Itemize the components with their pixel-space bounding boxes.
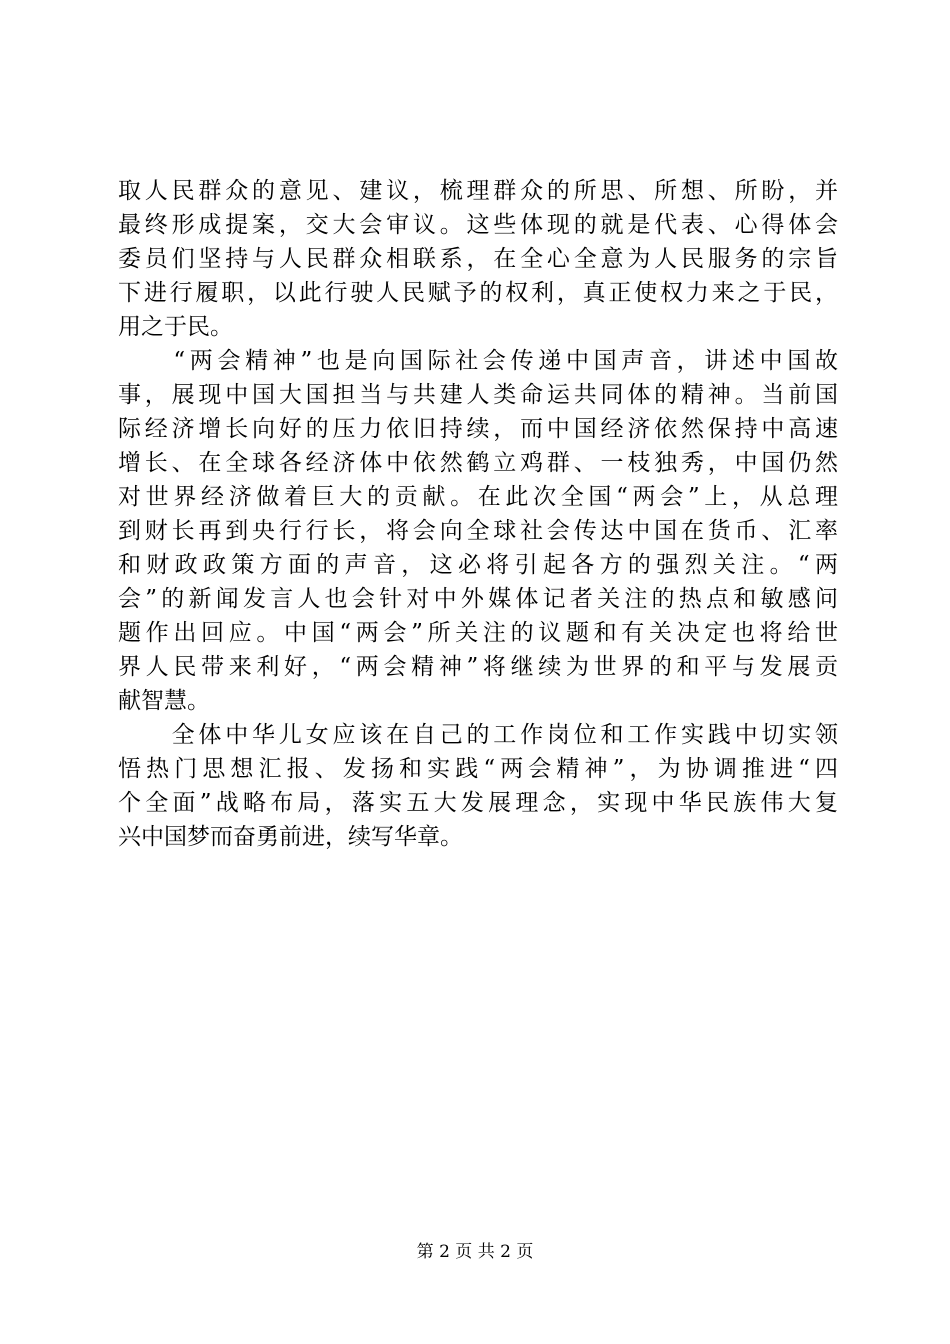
- text-line: 献智慧。: [118, 688, 210, 714]
- text-line: “两会精神”也是向国际社会传递中国声音，讲述中国故: [118, 348, 838, 374]
- text-line: 题作出回应。中国“两会”所关注的议题和有关决定也将给世: [118, 620, 838, 646]
- text-line: 全体中华儿女应该在自己的工作岗位和工作实践中切实领: [118, 722, 838, 748]
- text-line: 际经济增长向好的压力依旧持续，而中国经济依然保持中高速: [118, 416, 838, 442]
- text-line: 兴中国梦而奋勇前进，续写华章。: [118, 824, 463, 850]
- text-line: 事，展现中国大国担当与共建人类命运共同体的精神。当前国: [118, 382, 838, 408]
- text-line: 到财长再到央行行长，将会向全球社会传达中国在货币、汇率: [118, 518, 838, 544]
- text-line: 下进行履职，以此行驶人民赋予的权利，真正使权力来之于民，: [118, 280, 838, 306]
- text-line: 个全面”战略布局，落实五大发展理念，实现中华民族伟大复: [118, 790, 838, 816]
- text-line: 委员们坚持与人民群众相联系，在全心全意为人民服务的宗旨: [118, 246, 838, 272]
- text-line: 和财政政策方面的声音，这必将引起各方的强烈关注。“两: [118, 552, 838, 578]
- page-number-label: 第 2 页 共 2 页: [416, 1242, 534, 1262]
- text-line: 会”的新闻发言人也会针对中外媒体记者关注的热点和敏感问: [118, 586, 838, 612]
- text-line: 用之于民。: [118, 314, 233, 340]
- text-line: 最终形成提案，交大会审议。这些体现的就是代表、心得体会: [118, 212, 838, 238]
- page-footer: [0, 1240, 950, 1264]
- text-line: 界人民带来利好，“两会精神”将继续为世界的和平与发展贡: [118, 654, 838, 680]
- text-line: 取人民群众的意见、建议，梳理群众的所思、所想、所盼，并: [118, 178, 838, 204]
- text-line: 对世界经济做着巨大的贡献。在此次全国“两会”上，从总理: [118, 484, 838, 510]
- text-line: 增长、在全球各经济体中依然鹤立鸡群、一枝独秀，中国仍然: [118, 450, 838, 476]
- body-text: [118, 174, 838, 854]
- text-line: 悟热门思想汇报、发扬和实践“两会精神”，为协调推进“四: [118, 756, 838, 782]
